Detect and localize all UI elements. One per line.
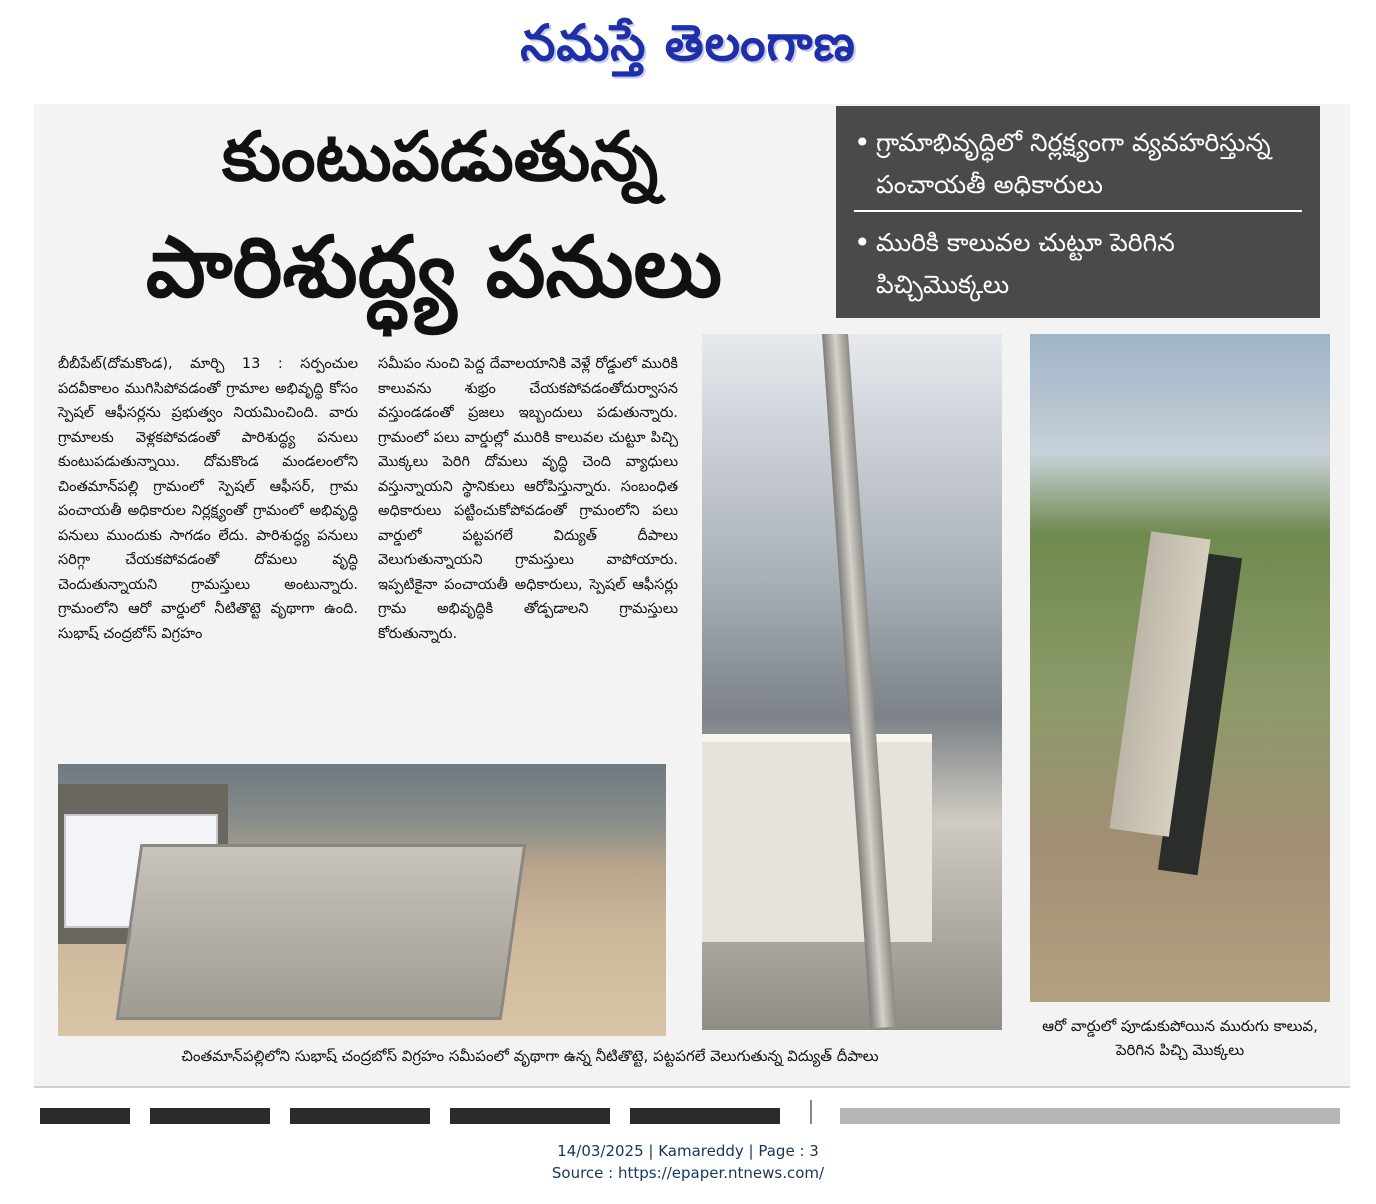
cropped-text-fragment [150,1108,270,1124]
cropped-text-fragment [290,1108,430,1124]
masthead-logo: నమస్తే తెలంగాణ [520,14,856,72]
photo-caption-left: చింతమాన్‌పల్లిలోని సుభాష్ చంద్రబోస్ విగ్రహం సమీపంలో వృథాగా ఉన్న నీటితొట్టె, పట్టపగలే వెలుగుతున్న విద్యుత్ దీపాలు [181,1047,879,1065]
divider [34,1086,1350,1088]
headline-line-1: కుంటుపడుతున్న [221,118,659,197]
footer-date-edition: 14/03/2025 | Kamareddy | Page : 3 [557,1142,819,1160]
article-text: బీబీపేట్(దోమకొండ), మార్చి 13 : సర్పంచుల పదవీకాలం ముగిసిపోవడంతో గ్రామాల అభివృద్ధి కోసం స్పెషల్ ఆఫీసర్లను ప్రభుత్వం నియమించింది. వారు గ్రామాలకు వెళ్లకపోవడంతో పారిశుద్ధ్య పనులు కుంటుపడుతున్నాయి. దోమకొండ మండలంలోని చింతమాన్‌పల్లి గ్రామంలో స్పెషల్ ఆఫీసర్, గ్రామ పంచాయతీ అధికారుల నిర్లక్ష్యంతో గ్రామంలో అభివృద్ధి పనులు ముందుకు సాగడం లేదు. పారిశుద్ధ్య పనులు సరిగ్గా చేయకపోవడంతో దోమలు వృద్ధి చెందుతున్నాయని గ్రామస్తులు అంటున్నారు. గ్రామంలోని ఆరో వార్డులో నీటితొట్టె వృథాగా ఉంది. సుభాష్ చంద్రబోస్ విగ్రహం [58,356,358,642]
article-column-1 [58,352,358,646]
cropped-text-fragment [40,1108,130,1124]
electric-pole-photo [702,334,1002,1030]
article-text: సమీపం నుంచి పెద్ద దేవాలయానికి వెళ్లే రోడ్డులో మురికి కాలువను శుభ్రం చేయకపోవడంతోదుర్వాసన వస్తుండడంతో ప్రజలు ఇబ్బందులు పడుతున్నారు. గ్రామంలో పలు వార్డుల్లో మురికి కాలువల చుట్టూ పిచ్చి మొక్కలు పెరిగి దోమలు వృద్ధి చెంది వ్యాధులు వస్తున్నాయని స్థానికులు ఆరోపిస్తున్నారు. సంబంధిత అధికారులు పట్టించుకోపోవడంతో గ్రామంలోని పలు వార్డులో పట్టపగలే విద్యుత్ దీపాలు వెలుగుతున్నాయని గ్రామస్తులు వాపోయారు. ఇప్పటికైనా పంచాయతీ అధికారులు, స్పెషల్ ఆఫీసర్లు గ్రామ అభివృద్ధికి తోడ్పడాలని గ్రామస్తులు కోరుతున్నారు. [378,356,678,642]
highlights-box [836,106,1320,318]
drain-photo [1030,334,1330,1002]
highlight-item: • మురికి కాలువల చుట్టూ పెరిగిన పిచ్చిమొక్కలు [854,222,1302,306]
footer-source: Source : https://epaper.ntnews.com/ [551,1164,825,1182]
cropped-text-fragment [630,1108,780,1124]
highlight-item: • గ్రామాభివృద్ధిలో నిర్లక్ష్యంగా వ్యవహరిస్తున్న పంచాయతీ అధికారులు [854,122,1302,212]
cropped-next-headline [40,1100,1350,1124]
photo-caption-right: ఆరో వార్డులో పూడుకుపోయిన మురుగు కాలువ, పెరిగిన పిచ్చి మొక్కలు [1042,1017,1318,1059]
cropped-text-fragment [450,1108,610,1124]
water-tank [116,844,527,1020]
house-building [702,734,932,942]
divider [810,1100,812,1124]
cropped-text-fragment [840,1108,1340,1124]
headline-line-2: పారిశుద్ధ్య పనులు [145,218,723,316]
water-tank-photo [58,764,666,1036]
article-column-2 [378,352,678,646]
